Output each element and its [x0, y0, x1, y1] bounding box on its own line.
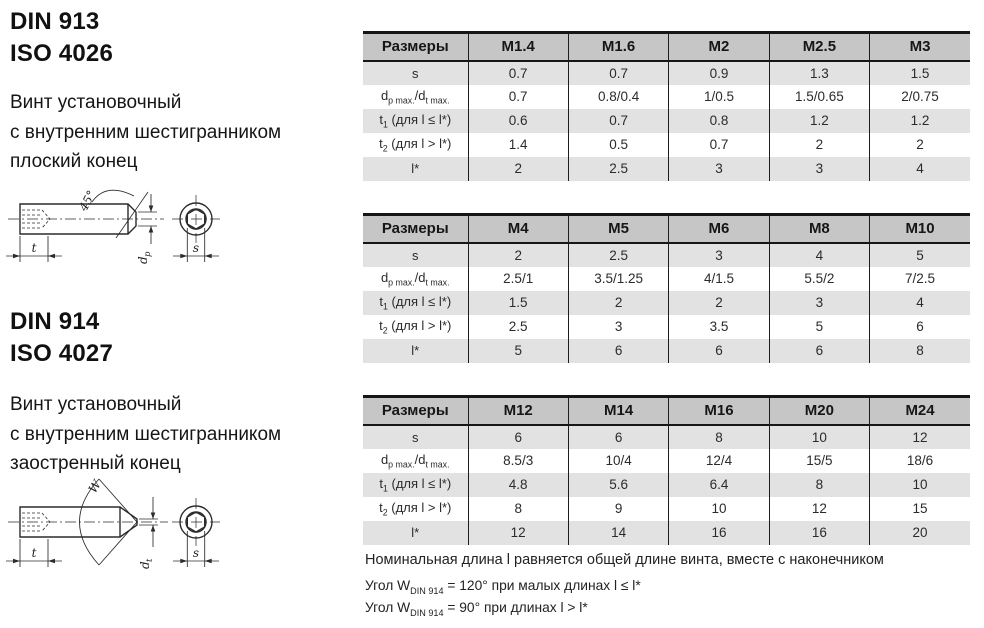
t-dimension-label: t — [31, 546, 37, 560]
thread-size-header: M2.5 — [769, 33, 869, 61]
thread-size-header: M4 — [468, 215, 568, 243]
table-row — [363, 61, 970, 85]
size-column-header: Размеры — [363, 397, 468, 425]
thread-size-header: M1.6 — [568, 33, 668, 61]
svg-text:t: t — [145, 558, 155, 562]
table-row — [363, 133, 970, 157]
table-row — [363, 85, 970, 109]
row-label: $t_1$ (для l ≤ l*) — [363, 473, 468, 497]
cell-value: 0.6 — [468, 109, 568, 133]
cell-value: 1.3 — [769, 61, 869, 85]
side-view — [6, 476, 168, 569]
cell-value: 10/4 — [568, 449, 668, 473]
cell-value: 8.5/3 — [468, 449, 568, 473]
table-row — [363, 109, 970, 133]
end-view — [172, 498, 220, 567]
cell-value: 0.9 — [669, 61, 769, 85]
cell-value: 10 — [769, 425, 869, 449]
cell-value: 3 — [669, 243, 769, 267]
cell-value: 6 — [568, 425, 668, 449]
svg-text:p: p — [143, 251, 153, 257]
cell-value: 15/5 — [769, 449, 869, 473]
thread-size-header: M20 — [769, 397, 869, 425]
cell-value: 8 — [769, 473, 869, 497]
size-column-header: Размеры — [363, 33, 468, 61]
svg-text:d: d — [136, 256, 150, 264]
table-row — [363, 291, 970, 315]
cell-value: 0.5 — [568, 133, 668, 157]
din913-technical-drawing — [0, 168, 240, 292]
cell-value: 1.2 — [769, 109, 869, 133]
row-label: $t_2$ (для l > l*) — [363, 315, 468, 339]
thread-size-header: M12 — [468, 397, 568, 425]
table-row — [363, 339, 970, 363]
table-row — [363, 473, 970, 497]
cell-value: 3 — [769, 291, 869, 315]
standard-iso4027: ISO 4027 — [10, 340, 114, 367]
thread-size-header: M14 — [568, 397, 668, 425]
cell-value: 8 — [870, 339, 970, 363]
cell-value: 8 — [669, 425, 769, 449]
cell-value: 1.2 — [870, 109, 970, 133]
cell-value: 12 — [870, 425, 970, 449]
row-label: l* — [363, 521, 468, 545]
description-line: с внутренним шестигранником — [10, 121, 282, 143]
cell-value: 20 — [870, 521, 970, 545]
t-dimension-label: t — [31, 241, 37, 255]
table-row — [363, 243, 970, 267]
description-line: плоский конец — [10, 151, 138, 172]
cell-value: 4/1.5 — [669, 267, 769, 291]
table-header-row — [363, 33, 970, 61]
cell-value: 5 — [870, 243, 970, 267]
cell-value: 5.6 — [568, 473, 668, 497]
s-dimension-label: s — [192, 241, 200, 255]
table-row — [363, 157, 970, 181]
note-angle-90: Угол $W_{DIN 914} = 90^\circ$ при длинах l > l* — [365, 600, 588, 618]
cell-value: 6.4 — [669, 473, 769, 497]
cell-value: 7/2.5 — [870, 267, 970, 291]
cell-value: 3 — [669, 157, 769, 181]
table-row — [363, 315, 970, 339]
standard-iso4026: ISO 4026 — [10, 40, 114, 67]
cell-value: 1.5 — [468, 291, 568, 315]
standard-din914: DIN 914 — [10, 308, 100, 335]
row-label: s — [363, 61, 468, 85]
cell-value: 4 — [769, 243, 869, 267]
row-label: $t_2$ (для l > l*) — [363, 497, 468, 521]
row-label: $d_{p max.}/d_{t max.}$ — [363, 449, 468, 473]
note-angle-120: Угол $W_{DIN 914} = 120^\circ$ при малых длинах l ≤ l* — [365, 578, 641, 596]
row-label: l* — [363, 157, 468, 181]
thread-size-header: M2 — [669, 33, 769, 61]
side-view — [6, 188, 164, 264]
cell-value: 12 — [468, 521, 568, 545]
cell-value: 2/0.75 — [870, 85, 970, 109]
cell-value: 2.5 — [568, 157, 668, 181]
cell-value: 8 — [468, 497, 568, 521]
cell-value: 15 — [870, 497, 970, 521]
description-din914 — [10, 390, 281, 479]
thread-size-header: M3 — [870, 33, 970, 61]
size-column-header: Размеры — [363, 215, 468, 243]
cell-value: 3.5 — [669, 315, 769, 339]
cell-value: 4.8 — [468, 473, 568, 497]
description-line: заостренный конец — [10, 453, 181, 474]
row-label: s — [363, 243, 468, 267]
cell-value: 2.5 — [568, 243, 668, 267]
cell-value: 18/6 — [870, 449, 970, 473]
table-row — [363, 449, 970, 473]
dt-dimension-label — [138, 558, 155, 569]
table-header-row — [363, 215, 970, 243]
description-line: Винт установочный — [10, 92, 182, 113]
svg-text:d: d — [138, 561, 152, 569]
table-row — [363, 497, 970, 521]
row-label: $d_{p max.}/d_{t max.}$ — [363, 85, 468, 109]
table-row — [363, 267, 970, 291]
cell-value: 1/0.5 — [669, 85, 769, 109]
description-line: Винт установочный — [10, 394, 182, 415]
cone-angle-label: W — [85, 477, 105, 496]
row-label: $t_1$ (для l ≤ l*) — [363, 109, 468, 133]
cell-value: 2.5/1 — [468, 267, 568, 291]
cell-value: 12 — [769, 497, 869, 521]
cell-value: 2 — [870, 133, 970, 157]
cell-value: 2 — [769, 133, 869, 157]
cell-value: 16 — [669, 521, 769, 545]
cell-value: 10 — [870, 473, 970, 497]
cell-value: 0.7 — [669, 133, 769, 157]
s-dimension-label: s — [192, 546, 200, 560]
cell-value: 10 — [669, 497, 769, 521]
cell-value: 3 — [769, 157, 869, 181]
cell-value: 1.5 — [870, 61, 970, 85]
cell-value: 6 — [468, 425, 568, 449]
cell-value: 2 — [468, 157, 568, 181]
standard-din913: DIN 913 — [10, 8, 100, 35]
description-din913 — [10, 88, 281, 177]
row-label: $t_1$ (для l ≤ l*) — [363, 291, 468, 315]
cell-value: 6 — [870, 315, 970, 339]
cell-value: 6 — [669, 339, 769, 363]
end-view — [172, 195, 220, 262]
cell-value: 9 — [568, 497, 668, 521]
thread-size-header: M8 — [769, 215, 869, 243]
dimension-table-m1.4-m3 — [363, 31, 970, 181]
dimension-table-m12-m24 — [363, 395, 970, 545]
cell-value: 5 — [769, 315, 869, 339]
cell-value: 1.4 — [468, 133, 568, 157]
row-label: s — [363, 425, 468, 449]
table-row — [363, 521, 970, 545]
thread-size-header: M10 — [870, 215, 970, 243]
standard-block-din913 — [10, 6, 113, 70]
thread-size-header: M6 — [669, 215, 769, 243]
cell-value: 0.7 — [568, 109, 668, 133]
cell-value: 1.5/0.65 — [769, 85, 869, 109]
cell-value: 2 — [669, 291, 769, 315]
cell-value: 6 — [568, 339, 668, 363]
cell-value: 14 — [568, 521, 668, 545]
cell-value: 5.5/2 — [769, 267, 869, 291]
table-row — [363, 425, 970, 449]
cell-value: 0.7 — [468, 85, 568, 109]
thread-size-header: M24 — [870, 397, 970, 425]
dp-dimension-label — [136, 251, 153, 264]
row-label: l* — [363, 339, 468, 363]
cell-value: 0.8/0.4 — [568, 85, 668, 109]
cell-value: 0.7 — [568, 61, 668, 85]
chamfer-angle-label: 45° — [76, 188, 99, 214]
cell-value: 2 — [568, 291, 668, 315]
thread-size-header: M5 — [568, 215, 668, 243]
din914-technical-drawing — [0, 468, 240, 595]
note-nominal-length: Номинальная длина l равняется общей длине винта, вместе с наконечником — [365, 552, 884, 568]
cell-value: 3.5/1.25 — [568, 267, 668, 291]
cell-value: 4 — [870, 157, 970, 181]
description-line: с внутренним шестигранником — [10, 423, 282, 445]
cell-value: 6 — [769, 339, 869, 363]
dimension-table-m4-m10 — [363, 213, 970, 363]
row-label: $d_{p max.}/d_{t max.}$ — [363, 267, 468, 291]
cell-value: 16 — [769, 521, 869, 545]
cell-value: 3 — [568, 315, 668, 339]
cell-value: 0.7 — [468, 61, 568, 85]
table-header-row — [363, 397, 970, 425]
cell-value: 0.8 — [669, 109, 769, 133]
cell-value: 2 — [468, 243, 568, 267]
thread-size-header: M16 — [669, 397, 769, 425]
cell-value: 5 — [468, 339, 568, 363]
cell-value: 2.5 — [468, 315, 568, 339]
row-label: $t_2$ (для l > l*) — [363, 133, 468, 157]
cell-value: 4 — [870, 291, 970, 315]
thread-size-header: M1.4 — [468, 33, 568, 61]
standard-block-din914 — [10, 306, 113, 370]
cell-value: 12/4 — [669, 449, 769, 473]
